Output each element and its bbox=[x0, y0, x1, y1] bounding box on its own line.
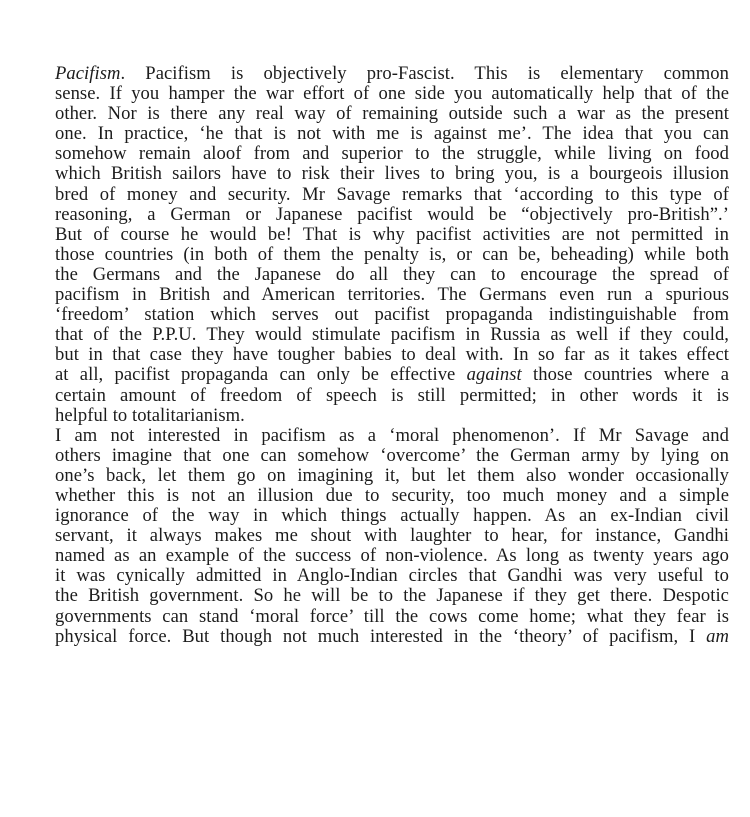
text-line bbox=[21, 426, 729, 446]
italic-text: Pacifism bbox=[55, 63, 121, 84]
text-run: But of course he would be! That is why pacifist activities are not permitted in bbox=[55, 223, 729, 245]
text-run: other. Nor is there any real way of remaining outside such a war as the present bbox=[55, 103, 729, 125]
text-run: one. In practice, ‘he that is not with me is against me’. The idea that you can bbox=[55, 123, 729, 145]
text-line bbox=[21, 84, 729, 104]
text-run: those countries where a bbox=[521, 364, 729, 386]
text-run: pacifism in British and American territories. The Germans even run a spurious bbox=[55, 284, 729, 306]
text-run: those countries (in both of them the penalty is, or can be, beheading) while both bbox=[55, 243, 729, 265]
text-run: whether this is not an illusion due to security, too much money and a simple bbox=[55, 484, 729, 506]
text-run: others imagine that one can somehow ‘overcome’ the German army by lying on bbox=[55, 444, 729, 466]
text-run: somehow remain aloof from and superior to the struggle, while living on food bbox=[55, 143, 729, 165]
text-line bbox=[21, 627, 729, 647]
text-run: servant, it always makes me shout with laughter to hear, for instance, Gandhi bbox=[55, 525, 729, 547]
text-line bbox=[21, 386, 729, 406]
text-run: physical force. But though not much interested in the ‘theory’ of pacifism, I bbox=[55, 625, 707, 647]
text-run: one’s back, let them go on imagining it, but let them also wonder occasionally bbox=[55, 464, 729, 486]
text-line bbox=[21, 466, 729, 486]
paragraph-moral-phenomenon bbox=[21, 426, 729, 647]
text-line bbox=[21, 325, 729, 345]
text-run: reasoning, a German or Japanese pacifist would be “objectively pro-British”.’ bbox=[55, 203, 729, 225]
text-line bbox=[21, 506, 729, 526]
text-run: . Pacifism is objectively pro-Fascist. This is elementary common bbox=[120, 63, 729, 84]
text-run: the British government. So he will be to the Japanese if they get there. Despotic bbox=[55, 585, 729, 607]
text-run: ignorance of the way in which things actually happen. As an ex-Indian civil bbox=[55, 505, 729, 527]
text-line bbox=[21, 305, 729, 325]
text-line bbox=[21, 486, 729, 506]
text-line bbox=[21, 124, 729, 144]
text-line bbox=[21, 245, 729, 265]
paragraph-pacifism bbox=[21, 64, 729, 426]
text-line bbox=[21, 345, 729, 365]
text-run: helpful to totalitarianism. bbox=[55, 404, 245, 426]
text-line bbox=[21, 64, 729, 84]
text-run: bred of money and security. Mr Savage remarks that ‘according to this type of bbox=[55, 183, 729, 205]
text-line bbox=[21, 205, 729, 225]
text-line bbox=[21, 586, 729, 606]
text-line bbox=[21, 607, 729, 627]
text-run: certain amount of freedom of speech is still permitted; in other words it is bbox=[55, 384, 729, 406]
text-line bbox=[21, 164, 729, 184]
italic-text: against bbox=[466, 364, 522, 386]
text-run: but in that case they have tougher babies to deal with. In so far as it takes effect bbox=[55, 344, 729, 366]
text-run: ‘freedom’ station which serves out pacifist propaganda indistinguishable from bbox=[55, 304, 729, 326]
text-line bbox=[21, 526, 729, 546]
text-line bbox=[21, 265, 729, 285]
italic-text: am bbox=[706, 625, 729, 647]
text-line bbox=[21, 446, 729, 466]
text-run: named as an example of the success of non-violence. As long as twenty years ago bbox=[55, 545, 729, 567]
text-line bbox=[21, 546, 729, 566]
text-run: governments can stand ‘moral force’ till the cows come home; what they fear is bbox=[55, 605, 729, 627]
text-line bbox=[21, 144, 729, 164]
text-line bbox=[21, 285, 729, 305]
text-run: it was cynically admitted in Anglo-Indian circles that Gandhi was very useful to bbox=[55, 565, 729, 587]
page-text bbox=[21, 64, 729, 647]
text-run: at all, pacifist propaganda can only be effective bbox=[55, 364, 467, 386]
text-line bbox=[21, 225, 729, 245]
text-run: that of the P.P.U. They would stimulate pacifism in Russia as well if they could, bbox=[55, 324, 729, 346]
text-line bbox=[21, 406, 729, 426]
text-line bbox=[21, 104, 729, 124]
text-run: which British sailors have to risk their lives to bring you, is a bourgeois illusion bbox=[55, 163, 729, 185]
text-run: sense. If you hamper the war effort of one side you automatically help that of the bbox=[55, 83, 729, 105]
text-run: I am not interested in pacifism as a ‘moral phenomenon’. If Mr Savage and bbox=[55, 424, 729, 446]
text-run: the Germans and the Japanese do all they can to encourage the spread of bbox=[55, 263, 729, 285]
text-line bbox=[21, 566, 729, 586]
text-line bbox=[21, 365, 729, 385]
text-line bbox=[21, 185, 729, 205]
